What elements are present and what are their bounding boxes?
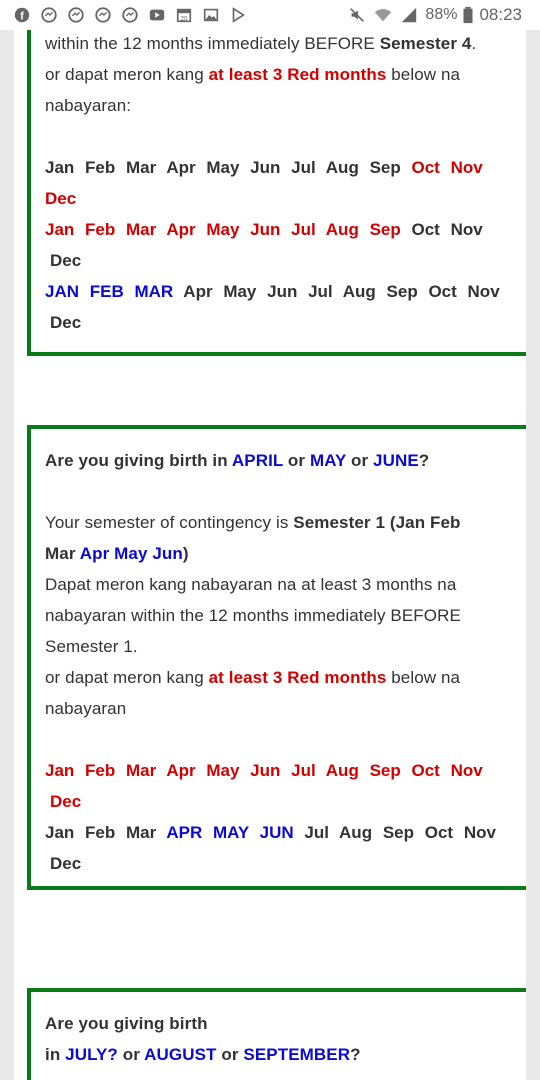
paragraph-line: nabayaran within the 12 months immediately BEFORE [45,606,461,625]
facebook-icon [12,6,32,24]
question-heading: Are you giving birth in APRIL or MAY or JUNE? [45,451,430,470]
semester-1-card [27,425,526,890]
youtube-icon [147,6,167,24]
system-status [347,5,540,25]
page-content[interactable] [14,30,526,1080]
month-row: Jan Feb Mar Apr May Jun Jul Aug Sep Oct Nov [45,158,483,177]
question-heading: in JULY? or AUGUST or SEPTEMBER? [45,1045,361,1064]
paragraph-line: Dapat meron kang nabayaran na at least 3 months na [45,575,457,594]
month-row: Jan Feb Mar Apr May Jun Jul Aug Sep Oct Nov [45,220,483,239]
notification-icons [0,6,248,24]
question-heading: Are you giving birth [45,1014,208,1033]
paragraph-line: Mar Apr May Jun) [45,544,189,563]
messenger-icon [66,6,86,24]
signal-icon [399,6,419,24]
calendar-icon [174,6,194,24]
gallery-icon [201,6,221,24]
month-row-wrap: Dec [50,792,82,811]
svg-text:f: f [20,10,24,23]
semester-2-card [27,988,526,1080]
paragraph-line: within the 12 months immediately BEFORE Semester 4. [45,34,477,53]
month-row: Jan Feb Mar Apr May Jun Jul Aug Sep Oct Nov [45,761,483,780]
month-row-wrap: Dec [50,854,82,873]
play-store-icon [228,6,248,24]
wifi-icon [373,6,393,24]
battery-percent: 88% [425,6,458,23]
messenger-icon [93,6,113,24]
paragraph-line: nabayaran: [45,96,132,115]
month-row-wrap: Dec [45,189,77,208]
mute-icon [347,6,367,24]
paragraph-line: Semester 1. [45,637,138,656]
paragraph-line: or dapat meron kang at least 3 Red months below na [45,668,461,687]
month-row-wrap: Dec [50,313,82,332]
semester-4-card [27,30,526,356]
battery-icon [463,6,473,24]
clock: 08:23 [479,5,522,24]
paragraph-line: Your semester of contingency is Semester 1 (Jan Feb [45,513,461,532]
month-row-wrap: Dec [50,251,82,270]
status-bar [0,0,540,30]
month-row: JAN FEB MAR Apr May Jun Jul Aug Sep Oct Nov [45,282,500,301]
paragraph-line: or dapat meron kang at least 3 Red months below na [45,65,461,84]
paragraph-line: nabayaran [45,699,127,718]
svg-text:20: 20 [180,15,188,23]
month-row: Jan Feb Mar APR MAY JUN Jul Aug Sep Oct Nov [45,823,496,842]
messenger-icon [39,6,59,24]
messenger-icon [120,6,140,24]
